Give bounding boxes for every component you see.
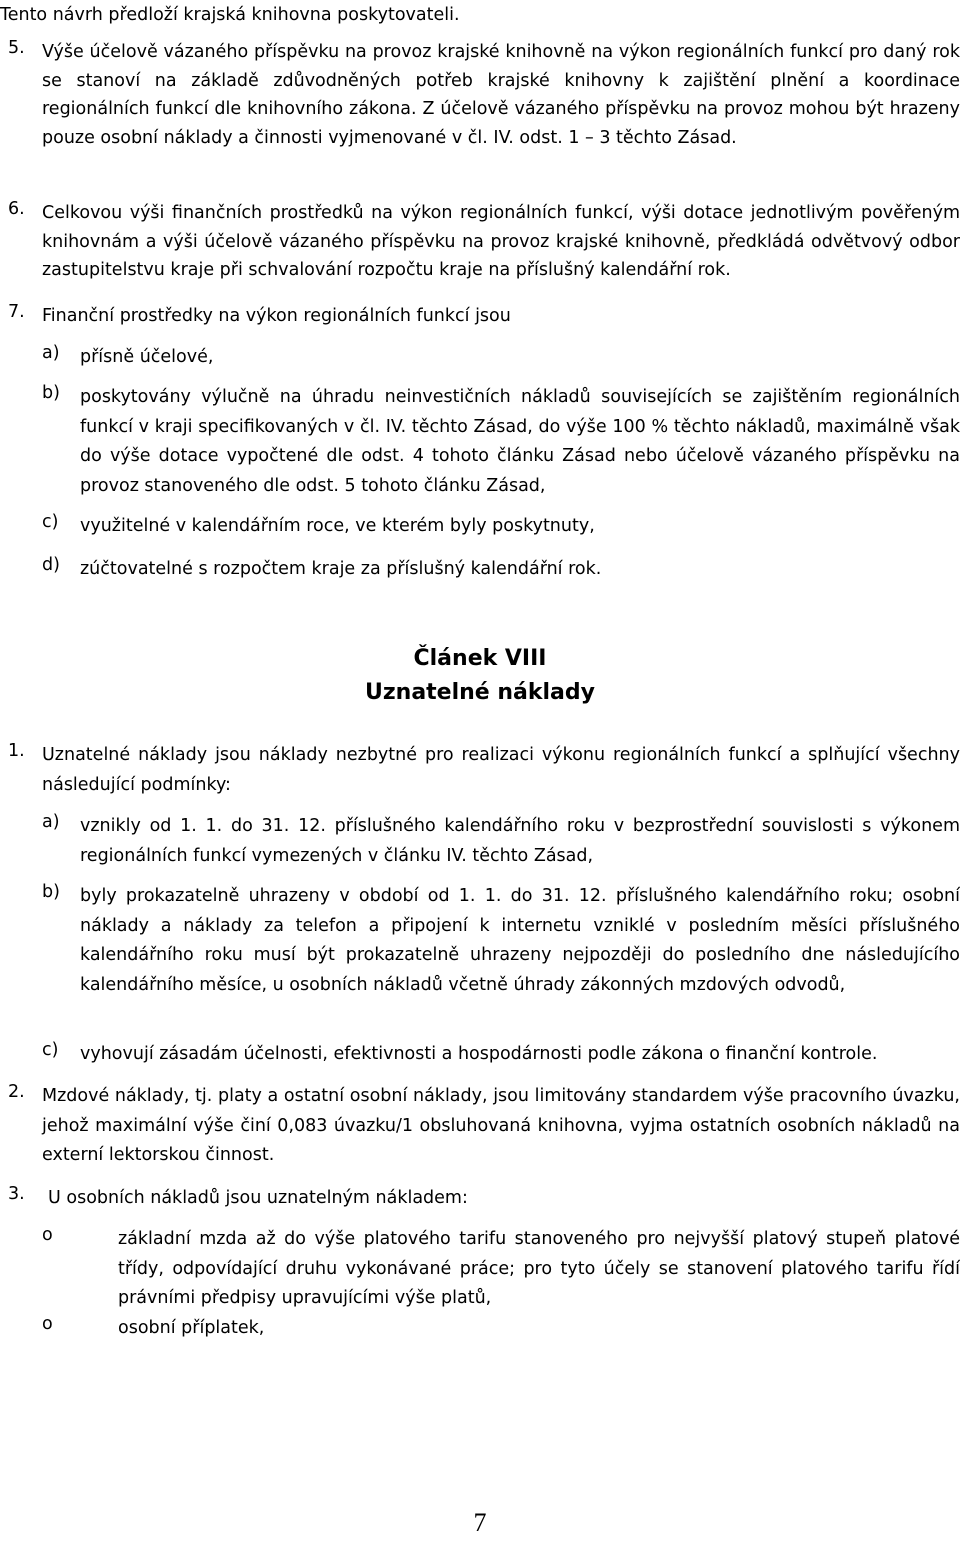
bullet-text: základní mzda až do výše platového tarifu stanoveného pro nejvyšší platový stupeň platové třídy, odpovídající druhu vykonávané práce; pro tyto účely se stanovení platového tarifu řídí právními předpisy upravujícími výše platů, (118, 1229, 960, 1308)
paragraph-5 (0, 38, 960, 152)
paragraph-7 (0, 302, 960, 331)
list-item (0, 882, 960, 1000)
list-item-label: d) (42, 555, 60, 575)
paragraph-text: Celkovou výši finančních prostředků na výkon regionálních funkcí, výši dotace jednotlivým pověřeným knihovnám a výši účelově vázaného příspěvku na provoz krajské knihovně, předkládá odvětvový odbor zastupitelstvu kraje při schvalování rozpočtu kraje na příslušný kalendářní rok. (42, 203, 960, 280)
paragraph-number: 5. (8, 38, 25, 58)
section-text: U osobních nákladů jsou uznatelným nákladem: (48, 1188, 468, 1208)
section-number: 2. (8, 1082, 25, 1102)
list-item-label: a) (42, 812, 60, 832)
paragraph-6 (0, 199, 960, 285)
paragraph-number: 7. (8, 302, 25, 322)
paragraph-text: Finanční prostředky na výkon regionálních funkcí jsou (42, 306, 511, 326)
list-item-label: c) (42, 512, 59, 532)
list-item (0, 383, 960, 501)
section-text: Uznatelné náklady jsou náklady nezbytné pro realizaci výkonu regionálních funkcí a splňující všechny následující podmínky: (42, 745, 960, 795)
list-item-label: b) (42, 882, 60, 902)
section-3 (0, 1184, 960, 1214)
bullet-item (0, 1225, 960, 1314)
list-item-label: b) (42, 383, 60, 403)
list-item-text: byly prokazatelně uhrazeny v období od 1. 1. do 31. 12. příslušného kalendářního roku; osobní náklady a náklady za telefon a připojení k internetu vzniklé v posledním měsíci příslušného kalendářního roku musí být prokazatelně uhrazeny nejpozději do posledního dne následujícího kalendářního měsíce, u osobních nákladů včetně úhrady zákonných mzdových odvodů, (80, 886, 960, 995)
list-item (0, 555, 960, 585)
bullet-text: osobní příplatek, (118, 1318, 265, 1338)
bullet-marker: o (42, 1314, 53, 1334)
list-item (0, 343, 960, 373)
list-item (0, 812, 960, 871)
bullet-marker: o (42, 1225, 53, 1245)
paragraph-text: Výše účelově vázaného příspěvku na provoz krajské knihovně na výkon regionálních funkcí pro daný rok se stanoví na základě zdůvodněných potřeb krajské knihovny k zajištění plnění a koordinace regionálních funkcí dle knihovního zákona. Z účelově vázaného příspěvku na provoz mohou být hrazeny pouze osobní náklady a činnosti vyjmenované v čl. IV. odst. 1 – 3 těchto Zásad. (42, 42, 960, 148)
list-item-text: přísně účelové, (80, 347, 214, 367)
list-item-label: c) (42, 1040, 59, 1060)
section-1 (0, 741, 960, 800)
article-title: Článek VIII (413, 646, 547, 671)
list-item-label: a) (42, 343, 60, 363)
section-number: 3. (8, 1184, 25, 1204)
list-item-text: poskytovány výlučně na úhradu neinvestičních nákladů souvisejících se zajištěním regionálních funkcí v kraji specifikovaných v čl. IV. těchto Zásad, do výše 100 % těchto nákladů, maximálně však do výše dotace vypočtené dle odst. 4 tohoto článku Zásad nebo účelově vázaného příspěvku na provoz stanoveného dle odst. 5 tohoto článku Zásad, (80, 387, 960, 496)
bullet-item (0, 1314, 960, 1344)
page-number: 7 (473, 1508, 487, 1537)
section-number: 1. (8, 741, 25, 761)
paragraph-number: 6. (8, 199, 25, 219)
article-subtitle: Uznatelné náklady (364, 680, 595, 705)
list-item-text: vznikly od 1. 1. do 31. 12. příslušného kalendářního roku v bezprostřední souvislosti s výkonem regionálních funkcí vymezených v článku IV. těchto Zásad, (80, 816, 960, 866)
list-item-text: využitelné v kalendářním roce, ve kterém byly poskytnuty, (80, 516, 595, 536)
section-2 (0, 1082, 960, 1171)
list-item-text: vyhovují zásadám účelnosti, efektivnosti a hospodárnosti podle zákona o finanční kontrole. (80, 1044, 878, 1064)
list-item (0, 1040, 960, 1070)
list-item (0, 512, 960, 542)
section-text: Mzdové náklady, tj. platy a ostatní osobní náklady, jsou limitovány standardem výše pracovního úvazku, jehož maximální výše činí 0,083 úvazku/1 obsluhovaná knihovna, vyjma ostatních osobních nákladů na externí lektorskou činnost. (42, 1086, 960, 1165)
list-item-text: zúčtovatelné s rozpočtem kraje za příslušný kalendářní rok. (80, 559, 602, 579)
intro-text: Tento návrh předloží krajská knihovna poskytovateli. (0, 5, 460, 25)
